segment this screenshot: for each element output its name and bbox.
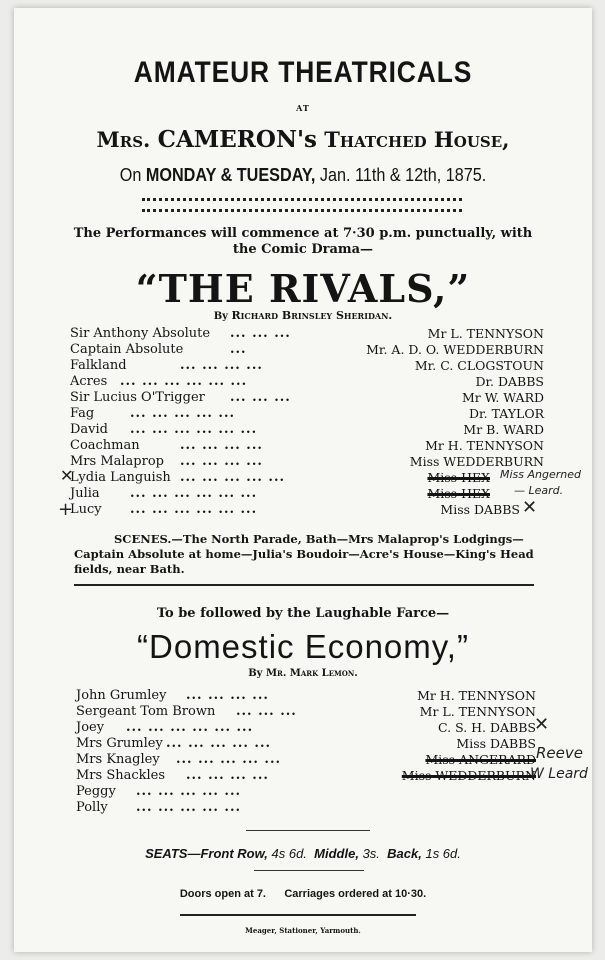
divider-rule bbox=[74, 584, 534, 586]
cast-role: Julia bbox=[70, 486, 100, 501]
divider-rule-short bbox=[246, 830, 370, 831]
cast-role: Fag bbox=[70, 406, 95, 421]
farce-row-8 bbox=[76, 800, 536, 816]
cast-actor: Miss WEDDERBURN bbox=[409, 454, 544, 469]
cast-actor: Mr H. TENNYSON bbox=[417, 688, 536, 703]
cast-dots: ... ... ... ... bbox=[180, 438, 263, 453]
farce-intro: To be followed by the Laughable Farce— bbox=[156, 606, 450, 621]
cast-dots: ... ... ... ... ... bbox=[136, 800, 241, 815]
handwritten-note-shackles: W Leard bbox=[530, 766, 588, 782]
farce-row-2 bbox=[76, 704, 536, 720]
venue-suffix: Thatched House, bbox=[324, 127, 510, 152]
dates-rest: Jan. 11th & 12th, 1875. bbox=[319, 165, 487, 185]
venue-prefix: Mrs. bbox=[96, 127, 151, 152]
cast-role: Mrs Knagley bbox=[76, 752, 160, 767]
cast-row-9 bbox=[70, 454, 544, 470]
cast-dots: ... ... ... ... ... ... bbox=[126, 720, 254, 735]
dates-days: MONDAY & TUESDAY, bbox=[145, 165, 316, 185]
cast-actor: Mr B. WARD bbox=[463, 422, 544, 437]
seats-front-price: 4s 6d. bbox=[271, 846, 307, 861]
play2-byline bbox=[14, 668, 592, 679]
cast-actor: Dr. DABBS bbox=[475, 374, 544, 389]
cast-actor: Miss DABBS bbox=[440, 502, 520, 517]
cast-role: Acres bbox=[70, 374, 108, 389]
cast-actor: Mr. C. CLOGSTOUN bbox=[414, 358, 544, 373]
cast-row-5 bbox=[70, 390, 544, 406]
page-title: AMATEUR THEATRICALS bbox=[133, 56, 473, 89]
cast-dots: ... ... ... ... ... bbox=[136, 784, 241, 799]
handwritten-note-knagley: Reeve bbox=[536, 744, 583, 762]
cast-dots: ... ... ... ... bbox=[180, 454, 263, 469]
cast-row-2 bbox=[70, 342, 544, 358]
handwritten-note-julia: — Leard. bbox=[514, 484, 564, 497]
seats-middle-label: Middle, bbox=[314, 846, 359, 861]
play1-author: Richard Brinsley Sheridan. bbox=[231, 309, 393, 322]
performance-note-line2: the Comic Drama— bbox=[232, 242, 374, 257]
cast-actor: Miss DABBS bbox=[456, 736, 536, 751]
dates-line bbox=[43, 165, 563, 186]
cast-role: Polly bbox=[76, 800, 108, 815]
cast-actor-struck: Miss ANGERARD bbox=[425, 752, 536, 767]
cast-row-1 bbox=[70, 326, 544, 342]
cast-role: David bbox=[70, 422, 108, 437]
cast-dots: ... ... ... ... ... bbox=[180, 470, 285, 485]
doors-line: Doors open at 7. Carriages ordered at 10·30. bbox=[179, 888, 427, 900]
divider-rule-short bbox=[254, 870, 364, 871]
seats-line bbox=[14, 846, 592, 861]
cast-role: Peggy bbox=[76, 784, 116, 799]
cast-actor-struck: Miss HEX bbox=[427, 486, 490, 501]
playbill-sheet bbox=[14, 8, 592, 952]
cast-dots: ... ... ... ... ... ... bbox=[120, 374, 248, 389]
seats-label: SEATS—Front Row, bbox=[145, 846, 268, 861]
cross-mark-icon: ✕ bbox=[522, 497, 538, 518]
play2-author: Mr. Mark Lemon. bbox=[265, 668, 358, 679]
farce-row-5 bbox=[76, 752, 536, 768]
plus-mark-icon: + bbox=[58, 499, 74, 520]
cast-dots: ... ... ... bbox=[230, 390, 291, 405]
at-label: AT bbox=[296, 103, 310, 113]
printer-imprint: Meager, Stationer, Yarmouth. bbox=[245, 926, 361, 935]
cast-role: Mrs Grumley bbox=[76, 736, 163, 751]
cast-dots: ... ... ... ... ... ... bbox=[130, 502, 258, 517]
cast-actor: Mr L. TENNYSON bbox=[427, 326, 544, 341]
cast-role: John Grumley bbox=[76, 688, 167, 703]
cast-actor: Mr H. TENNYSON bbox=[425, 438, 544, 453]
cast-row-4 bbox=[70, 374, 544, 390]
cast-actor: C. S. H. DABBS bbox=[438, 720, 536, 735]
cast-role: Mrs Malaprop bbox=[70, 454, 164, 469]
cast-actor: Mr W. WARD bbox=[461, 390, 544, 405]
cast-dots: ... ... ... ... bbox=[186, 768, 269, 783]
performance-note-line1: The Performances will commence at 7·30 p.m. punctually, with bbox=[73, 226, 533, 241]
play2-by: By bbox=[248, 668, 263, 679]
cast-actor-struck: Miss WEDDERBURN bbox=[401, 768, 536, 783]
handwritten-note-lydia: Miss Angerned bbox=[500, 468, 581, 481]
farce-row-1 bbox=[76, 688, 536, 704]
farce-row-6 bbox=[76, 768, 536, 784]
cast-row-12 bbox=[70, 502, 520, 518]
cast-role: Falkland bbox=[70, 358, 127, 373]
cast-dots: ... ... ... ... ... bbox=[176, 752, 281, 767]
play1-title: “THE RIVALS,” bbox=[135, 266, 471, 311]
cast-role: Sir Anthony Absolute bbox=[70, 326, 211, 341]
divider-rule bbox=[180, 914, 416, 916]
play1-byline bbox=[14, 309, 592, 322]
cast-row-6 bbox=[70, 406, 544, 422]
cast-dots: ... ... ... bbox=[236, 704, 297, 719]
play2-title: “Domestic Economy,” bbox=[137, 628, 469, 665]
cast-actor: Mr. A. D. O. WEDDERBURN bbox=[366, 342, 544, 357]
cast-role: Lucy bbox=[70, 502, 102, 517]
cast-row-3 bbox=[70, 358, 544, 374]
cast-row-10 bbox=[70, 470, 490, 486]
cast-dots: ... ... ... ... ... ... bbox=[130, 486, 258, 501]
cast-dots: ... ... ... ... ... bbox=[130, 406, 235, 421]
cast-actor-struck: Miss HEX bbox=[427, 470, 490, 485]
star-divider bbox=[142, 198, 462, 212]
cast-role: Captain Absolute bbox=[70, 342, 184, 357]
cast-role: Lydia Languish bbox=[70, 470, 171, 485]
play1-by: By bbox=[213, 311, 228, 322]
cast-role: Mrs Shackles bbox=[76, 768, 166, 783]
cast-actor: Dr. TAYLOR bbox=[469, 406, 544, 421]
cast-actor: Mr L. TENNYSON bbox=[419, 704, 536, 719]
cast-row-11 bbox=[70, 486, 490, 502]
cast-role: Coachman bbox=[70, 438, 140, 453]
cast-dots: ... ... ... ... bbox=[186, 688, 269, 703]
cast-row-8 bbox=[70, 438, 544, 454]
cast-dots: ... ... ... ... bbox=[180, 358, 263, 373]
seats-middle-price: 3s. bbox=[362, 846, 380, 861]
farce-row-7 bbox=[76, 784, 536, 800]
farce-row-3 bbox=[76, 720, 536, 736]
cast-role: Joey bbox=[76, 720, 105, 735]
cast-dots: ... ... ... ... ... ... bbox=[130, 422, 258, 437]
cast-dots: ... ... ... ... ... bbox=[166, 736, 271, 751]
dates-on: On bbox=[119, 165, 142, 185]
scenes-paragraph: SCENES.—The North Parade, Bath—Mrs Malaprop's Lodgings—Captain Absolute at home—Julia's Boudoir—Acre's House—King's Head fields, near Bath. bbox=[74, 532, 534, 576]
farce-row-4 bbox=[76, 736, 536, 752]
venue-name: CAMERON's bbox=[157, 126, 317, 153]
cast-row-7 bbox=[70, 422, 544, 438]
cross-mark-icon: ✕ bbox=[60, 466, 74, 485]
performance-note bbox=[14, 226, 592, 258]
cast-dots: ... bbox=[230, 342, 247, 357]
cross-mark-icon: ✕ bbox=[534, 714, 550, 735]
cast-role: Sergeant Tom Brown bbox=[76, 704, 216, 719]
seats-back-price: 1s 6d. bbox=[425, 846, 461, 861]
cast-dots: ... ... ... bbox=[230, 326, 291, 341]
cast-role: Sir Lucius O'Trigger bbox=[70, 390, 205, 405]
seats-back-label: Back, bbox=[387, 846, 422, 861]
venue-line bbox=[14, 126, 592, 153]
